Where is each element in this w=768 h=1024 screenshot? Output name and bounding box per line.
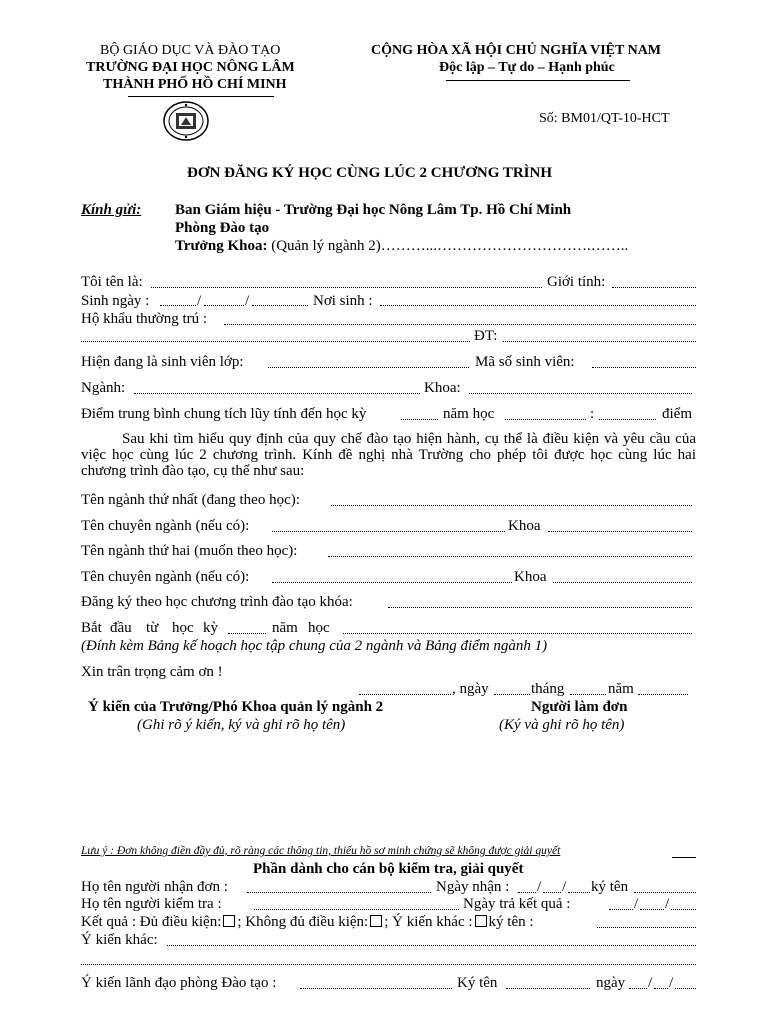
receive-month-field[interactable] xyxy=(543,892,561,893)
leader-month-field[interactable] xyxy=(654,988,668,989)
eligible-checkbox[interactable] xyxy=(223,915,235,927)
result-sign-label: ký tên : xyxy=(488,914,534,930)
signing-day-field[interactable] xyxy=(494,694,530,695)
gender-label: Giới tính: xyxy=(547,274,606,290)
birthplace-label: Nơi sinh : xyxy=(313,293,373,309)
result-day-field[interactable] xyxy=(609,909,633,910)
result-eligible-label: Kết quả : Đủ điều kiện: xyxy=(81,914,222,930)
gpa-semester-field[interactable] xyxy=(401,419,438,420)
course-label: Đăng ký theo học chương trình đào tạo khóa: xyxy=(81,594,353,610)
course-field[interactable] xyxy=(388,607,692,608)
start-word-6: năm xyxy=(272,620,298,636)
national-motto: Độc lập – Tự do – Hạnh phúc xyxy=(439,60,615,75)
class-field[interactable] xyxy=(268,367,469,368)
other-opinion-label: Ý kiến khác: xyxy=(81,932,158,948)
recipient-dean-rest: (Quản lý ngành 2)………...………………………….…….. xyxy=(267,238,629,254)
leader-sign-label: Ký tên xyxy=(457,975,498,991)
recipient-line-1: Ban Giám hiệu - Trường Đại học Nông Lâm Tp. Hồ Chí Minh xyxy=(175,202,572,218)
leader-year-field[interactable] xyxy=(675,988,696,989)
specialization-1-field[interactable] xyxy=(272,531,505,532)
date-day-label: , ngày xyxy=(452,681,489,697)
dob-label: Sinh ngày : xyxy=(81,293,150,309)
second-major-field[interactable] xyxy=(328,556,692,557)
signing-year-field[interactable] xyxy=(638,694,688,695)
attachment-note: (Đính kèm Bảng kế hoạch học tập chung của 2 ngành và Bảng điểm ngành 1) xyxy=(81,638,548,654)
university-city: THÀNH PHỐ HỒ CHÍ MINH xyxy=(103,77,287,92)
form-title: ĐƠN ĐĂNG KÝ HỌC CÙNG LÚC 2 CHƯƠNG TRÌNH xyxy=(187,165,553,181)
first-major-field[interactable] xyxy=(331,505,692,506)
dob-month-field[interactable] xyxy=(204,305,244,306)
dob-day-field[interactable] xyxy=(160,305,196,306)
result-not-eligible-label: ; Không đủ điều kiện: xyxy=(237,914,369,930)
residence-field-2[interactable] xyxy=(81,341,470,342)
receive-date-slash-2: / xyxy=(562,879,567,895)
receive-date-slash-1: / xyxy=(537,879,542,895)
receive-day-field[interactable] xyxy=(518,892,536,893)
dean-opinion-note: (Ghi rõ ý kiến, ký và ghi rõ họ tên) xyxy=(137,717,346,733)
leader-date-label: ngày xyxy=(596,975,626,991)
other-opinion-field-1[interactable] xyxy=(167,945,696,946)
birthplace-field[interactable] xyxy=(380,305,696,306)
faculty-field[interactable] xyxy=(469,393,692,394)
gpa-label: Điểm trung bình chung tích lũy tính đến học kỳ xyxy=(81,406,367,422)
specialization-2-faculty-field[interactable] xyxy=(553,582,692,583)
dob-slash-1: / xyxy=(197,293,202,309)
student-id-label: Mã số sinh viên: xyxy=(475,354,575,370)
university-name: TRƯỜNG ĐẠI HỌC NÔNG LÂM xyxy=(86,60,295,75)
dob-slash-2: / xyxy=(245,293,250,309)
specialization-1-label: Tên chuyên ngành (nếu có): xyxy=(81,518,250,534)
document-number: Số: BM01/QT-10-HCT xyxy=(539,111,670,126)
leader-opinion-field[interactable] xyxy=(300,988,452,989)
receive-date-label: Ngày nhận : xyxy=(436,879,510,895)
date-year-label: năm xyxy=(608,681,634,697)
specialization-2-field[interactable] xyxy=(272,582,512,583)
result-date-slash-2: / xyxy=(665,896,670,912)
second-major-label: Tên ngành thứ hai (muốn theo học): xyxy=(81,543,298,559)
applicant-title: Người làm đơn xyxy=(531,699,628,715)
recipient-line-2: Phòng Đào tạo xyxy=(175,220,270,236)
specialization-2-label: Tên chuyên ngành (nếu có): xyxy=(81,569,250,585)
specialization-2-faculty-label: Khoa xyxy=(514,569,547,585)
name-field[interactable] xyxy=(151,287,542,288)
gpa-year-label: năm học xyxy=(443,406,495,422)
result-date-slash-1: / xyxy=(634,896,639,912)
receiver-sign-field[interactable] xyxy=(634,892,696,893)
start-word-5: kỳ xyxy=(203,620,218,636)
residence-label: Hộ khẩu thường trú : xyxy=(81,311,208,327)
recipient-line-3 xyxy=(175,238,628,255)
recipient-dean-label: Trưởng Khoa: xyxy=(175,238,268,254)
disclaimer-underline-tail xyxy=(672,857,696,858)
leader-date-slash-1: / xyxy=(648,975,653,991)
thanks-text: Xin trân trọng cảm ơn ! xyxy=(81,664,223,680)
result-month-field[interactable] xyxy=(640,909,664,910)
phone-field[interactable] xyxy=(503,341,696,342)
dean-opinion-title: Ý kiến của Trưởng/Phó Khoa quản lý ngành 2 xyxy=(88,699,384,715)
leader-date-slash-2: / xyxy=(669,975,674,991)
faculty-label: Khoa: xyxy=(424,380,461,396)
signing-month-field[interactable] xyxy=(570,694,606,695)
other-opinion-field-2[interactable] xyxy=(81,964,696,965)
disclaimer-note xyxy=(81,845,560,857)
specialization-1-faculty-field[interactable] xyxy=(548,531,692,532)
disclaimer-text: Lưu ý : Đơn không điền đầy đủ, rõ ràng các thông tin, thiếu hồ sơ minh chứng sẽ không được giải quyết xyxy=(81,845,561,857)
major-label: Ngành: xyxy=(81,380,126,396)
not-eligible-checkbox[interactable] xyxy=(370,915,382,927)
start-word-2: đầu xyxy=(110,620,132,636)
university-logo xyxy=(163,101,209,141)
leader-day-field[interactable] xyxy=(629,988,647,989)
checker-label: Họ tên người kiểm tra : xyxy=(81,896,222,912)
leader-opinion-label: Ý kiến lãnh đạo phòng Đào tạo : xyxy=(81,975,277,991)
class-label: Hiện đang là sinh viên lớp: xyxy=(81,354,244,370)
applicant-note: (Ký và ghi rõ họ tên) xyxy=(499,717,625,733)
gpa-colon: : xyxy=(590,406,595,422)
result-row xyxy=(81,914,534,931)
gpa-points-label: điểm xyxy=(662,406,692,422)
checker-field[interactable] xyxy=(254,909,459,910)
gpa-year-field[interactable] xyxy=(505,419,586,420)
dob-year-field[interactable] xyxy=(252,305,308,306)
start-word-3: từ xyxy=(146,620,159,636)
request-paragraph: Sau khi tìm hiểu quy định của quy chế đào tạo hiện hành, cụ thể là điều kiện và yêu cầu của việc học cùng lúc 2 chương trình. Kính đề nghị nhà Trường cho phép tôi được học cùng lúc hai chương trình đào tạo, cụ thể như sau: xyxy=(81,431,696,479)
result-sign-field[interactable] xyxy=(597,927,696,928)
first-major-label: Tên ngành thứ nhất (đang theo học): xyxy=(81,492,300,508)
leader-sign-field[interactable] xyxy=(506,988,590,989)
start-word-7: học xyxy=(308,620,330,636)
result-date-label: Ngày trả kết quả : xyxy=(463,896,571,912)
receive-year-field[interactable] xyxy=(568,892,590,893)
name-label: Tôi tên là: xyxy=(81,274,143,290)
phone-label: ĐT: xyxy=(474,328,498,344)
gpa-score-field[interactable] xyxy=(599,419,656,420)
start-word-4: học xyxy=(172,620,194,636)
start-word-1: Bắt xyxy=(81,620,102,636)
start-year-field[interactable] xyxy=(343,633,692,634)
ministry-name: BỘ GIÁO DỤC VÀ ĐÀO TẠO xyxy=(100,43,281,58)
date-month-label: tháng xyxy=(531,681,565,697)
republic-name: CỘNG HÒA XÃ HỘI CHỦ NGHĨA VIỆT NAM xyxy=(371,43,662,58)
receiver-label: Họ tên người nhận đơn : xyxy=(81,879,228,895)
receiver-sign-label: ký tên xyxy=(591,879,629,895)
header-left-underline xyxy=(128,96,274,97)
specialization-1-faculty-label: Khoa xyxy=(508,518,541,534)
recipient-label: Kính gửi: xyxy=(81,202,142,218)
other-opinion-checkbox[interactable] xyxy=(475,915,487,927)
officer-section-title: Phần dành cho cán bộ kiểm tra, giải quyết xyxy=(253,861,524,877)
start-semester-field[interactable] xyxy=(228,633,266,634)
gender-field[interactable] xyxy=(612,287,696,288)
receiver-field[interactable] xyxy=(247,892,431,893)
header-right-underline xyxy=(446,80,630,81)
result-other-label: ; Ý kiến khác : xyxy=(384,914,473,930)
major-field[interactable] xyxy=(134,393,420,394)
residence-field-1[interactable] xyxy=(224,324,696,325)
student-id-field[interactable] xyxy=(592,367,696,368)
signing-place-field[interactable] xyxy=(359,694,451,695)
result-year-field[interactable] xyxy=(671,909,696,910)
